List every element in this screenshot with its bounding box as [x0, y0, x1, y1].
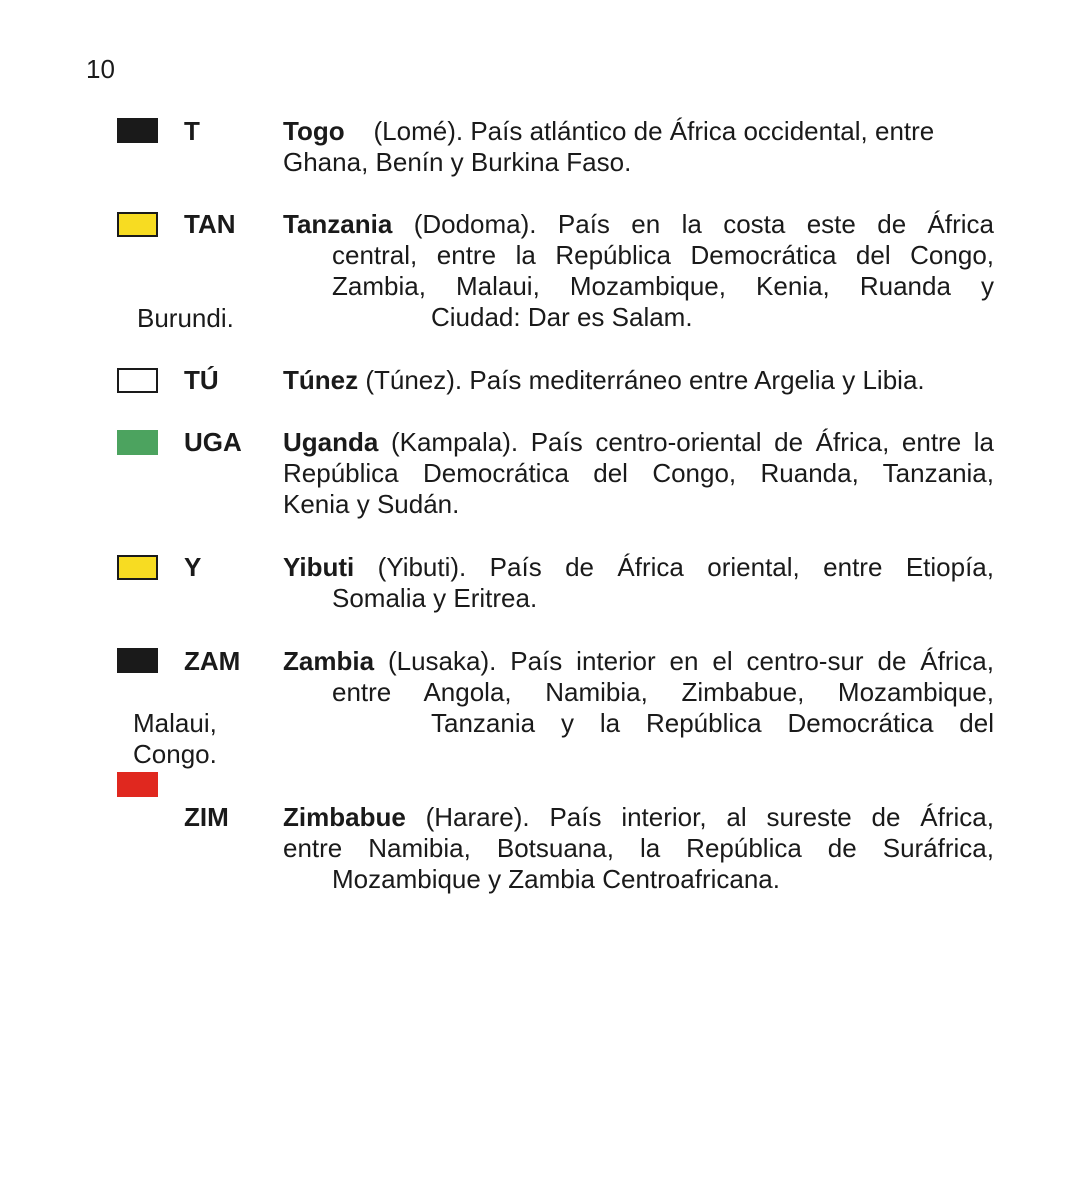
- entry-zambia-line-1: (Lusaka). País interior en el centro-sur de África,: [387, 646, 994, 676]
- entry-tunez-line-1: (Túnez). País mediterráneo entre Argelia y Libia.: [365, 365, 925, 395]
- entry-zimbabue: [283, 802, 994, 895]
- entry-tanzania-line-1: (Dodoma). País en la costa este de África: [413, 209, 994, 239]
- country-name-tanzania: Tanzania: [283, 209, 393, 239]
- country-code-tanzania: TAN: [184, 209, 236, 239]
- country-code-tunez: TÚ: [184, 365, 219, 395]
- entry-zambia: [283, 646, 994, 739]
- entry-zambia-stray-text-2: Congo.: [133, 739, 217, 769]
- country-code-yibuti: Y: [184, 552, 202, 582]
- entry-tanzania-stray-text: Burundi.: [137, 303, 234, 333]
- flag-swatch-yibuti: [117, 555, 158, 580]
- entry-uganda-line-3: Kenia y Sudán.: [283, 489, 460, 519]
- entry-yibuti-line-2: Somalia y Eritrea.: [332, 583, 538, 613]
- flag-swatch-togo: [117, 118, 158, 143]
- flag-swatch-uganda: [117, 430, 158, 455]
- flag-swatch-zambia: [117, 648, 158, 673]
- entry-zimbabue-line-1: (Harare). País interior, al sureste de África,: [425, 802, 994, 832]
- entry-yibuti: [283, 552, 994, 614]
- entry-tanzania-line-2: central, entre la República Democrática del Congo,: [332, 240, 994, 270]
- country-name-tunez: Túnez: [283, 365, 359, 395]
- country-name-togo: Togo: [283, 116, 345, 146]
- country-code-zambia: ZAM: [184, 646, 241, 676]
- country-code-zimbabue: ZIM: [184, 802, 229, 832]
- entry-togo-line-1: (Lomé). País atlántico de África occidental, entre: [373, 116, 935, 146]
- entry-uganda-line-2: República Democrática del Congo, Ruanda, Tanzania,: [283, 458, 994, 488]
- flag-swatch-tanzania: [117, 212, 158, 237]
- country-name-yibuti: Yibuti: [283, 552, 355, 582]
- country-code-togo: T: [184, 116, 200, 146]
- country-name-zimbabue: Zimbabue: [283, 802, 406, 832]
- entry-tanzania-line-3: Zambia, Malaui, Mozambique, Kenia, Ruanda y: [332, 271, 994, 301]
- page-number: 10: [86, 54, 115, 84]
- entry-tunez: [283, 365, 994, 396]
- entry-zambia-line-2: entre Angola, Namibia, Zimbabue, Mozambique,: [332, 677, 994, 707]
- entry-tanzania-line-4: Ciudad: Dar es Salam.: [431, 302, 693, 332]
- flag-swatch-tunez: [117, 368, 158, 393]
- country-name-zambia: Zambia: [283, 646, 375, 676]
- entry-zimbabue-line-3: Mozambique y Zambia Centroafricana.: [332, 864, 780, 894]
- entry-togo: [283, 116, 994, 178]
- entry-zambia-stray-text-1: Malaui,: [133, 708, 217, 738]
- entry-zambia-line-3: Tanzania y la República Democrática del: [431, 708, 994, 738]
- entry-zimbabue-line-2: entre Namibia, Botsuana, la República de Suráfrica,: [283, 833, 994, 863]
- entry-yibuti-line-1: (Yibuti). País de África oriental, entre Etiopía,: [377, 552, 994, 582]
- country-code-uganda: UGA: [184, 427, 242, 457]
- entry-togo-line-2: Ghana, Benín y Burkina Faso.: [283, 147, 632, 177]
- entry-tanzania: [283, 209, 994, 333]
- entry-uganda: [283, 427, 994, 520]
- country-name-uganda: Uganda: [283, 427, 379, 457]
- flag-swatch-zimbabue: [117, 772, 158, 797]
- entry-uganda-line-1: (Kampala). País centro-oriental de África, entre la: [390, 427, 994, 457]
